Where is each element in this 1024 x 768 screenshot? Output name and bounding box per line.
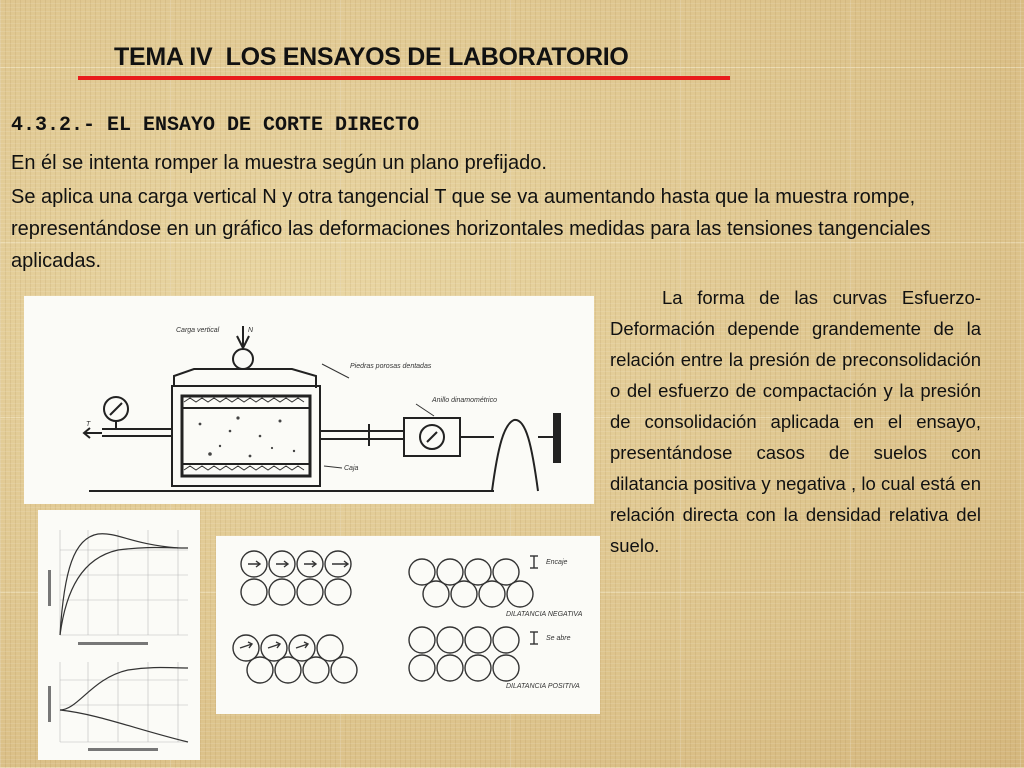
stress-strain-curves-figure	[38, 510, 200, 760]
label-encaje: Encaje	[546, 559, 568, 566]
label-n: N	[248, 327, 254, 334]
label-negative-dilatancy: DILATANCIA NEGATIVA	[506, 611, 583, 618]
label-box: Caja	[344, 465, 359, 472]
dilatancy-figure	[216, 536, 600, 714]
section-heading: 4.3.2.- EL ENSAYO DE CORTE DIRECTO	[11, 114, 420, 137]
intro-paragraph: En él se intenta romper la muestra según un plano prefijado.	[11, 152, 547, 174]
label-porous-stones: Piedras porosas dentadas	[350, 363, 432, 370]
procedure-paragraph: Se aplica una carga vertical N y otra tangencial T que se va aumentando hasta que la muestra rompe, representándose en un gráfico las deformaciones horizontales medidas para las tensiones tangenciales aplicadas.	[11, 186, 931, 272]
shear-box-apparatus-figure	[24, 296, 594, 504]
label-proving-ring: Anillo dinamométrico	[432, 397, 497, 404]
label-positive-dilatancy: DILATANCIA POSITIVA	[506, 683, 580, 690]
slide-title: TEMA IV LOS ENSAYOS DE LABORATORIO	[114, 43, 629, 71]
label-se-abre: Se abre	[546, 635, 571, 642]
title-underline	[78, 76, 730, 80]
curves-explanation: La forma de las curvas Esfuerzo-Deformación depende grandemente de la relación entre la presión de preconsolidación o del esfuerzo de compactación y la presión de consolidación aplicada en el ensayo, presentándose casos de suelos con dilatancia positiva y negativa , lo cual está en relación directa con la densidad relativa del suelo.	[610, 287, 981, 556]
label-t: T	[86, 421, 91, 428]
label-vertical-load: Carga vertical	[176, 327, 220, 334]
